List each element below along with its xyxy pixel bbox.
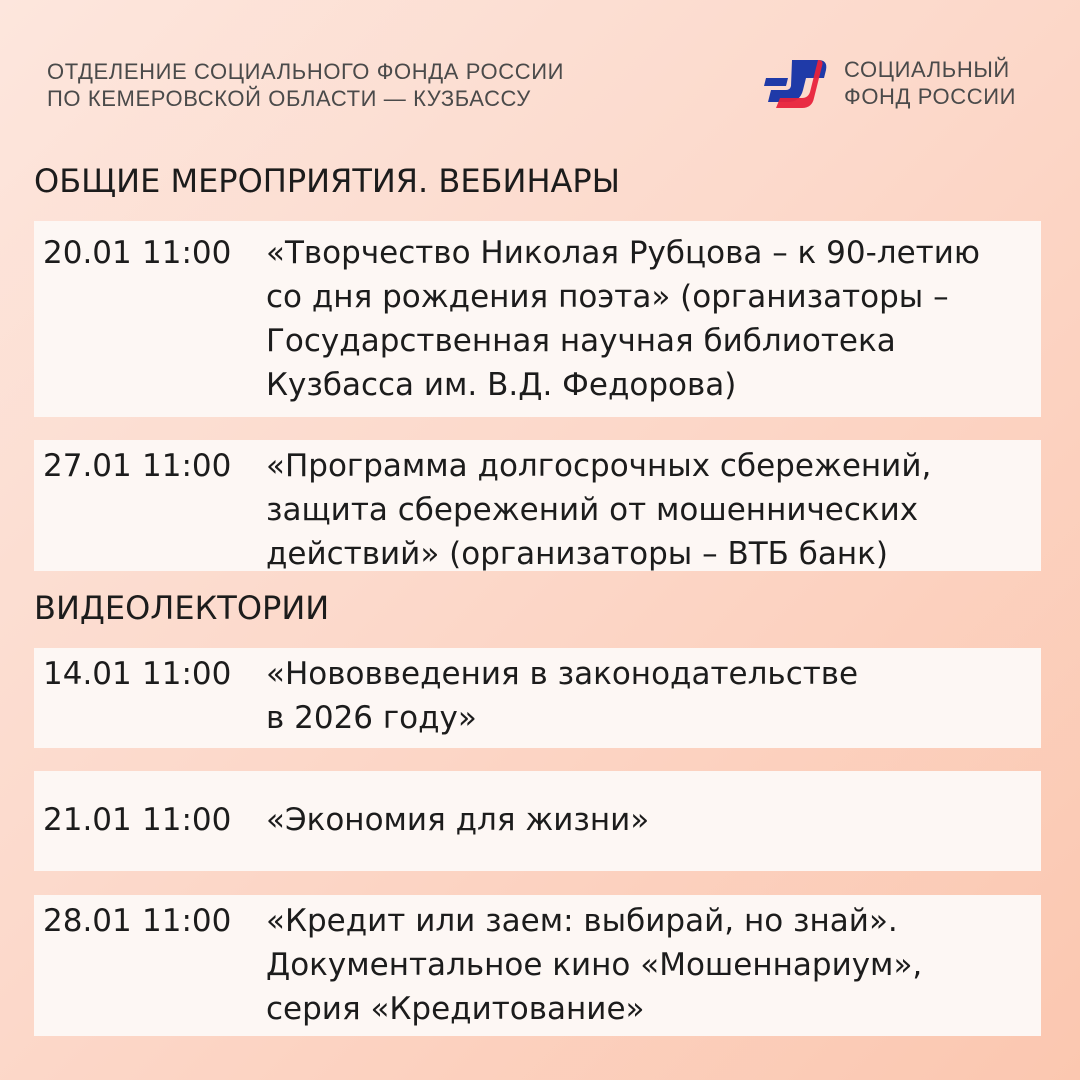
brand-name-line-2: ФОНД РОССИИ [844, 84, 1017, 109]
event-title [266, 652, 1036, 740]
brand-name [844, 56, 1016, 110]
event-title [266, 899, 1036, 1031]
event-card [34, 440, 1041, 571]
event-title-line: «Экономия для жизни» [266, 802, 650, 838]
organization-name [47, 58, 564, 112]
event-card [34, 771, 1041, 871]
event-time: 11:00 [142, 448, 232, 484]
event-title-line: в 2026 году» [266, 700, 477, 736]
event-title-line: Государственная научная библиотека [266, 323, 896, 359]
event-time: 11:00 [142, 903, 232, 939]
social-fund-logo-icon [762, 52, 832, 114]
event-title [266, 444, 1036, 576]
event-title-line: «Творчество Николая Рубцова – к 90-летию [266, 235, 980, 271]
event-time: 11:00 [142, 235, 232, 271]
event-title-line: Документальное кино «Мошеннариум», [266, 947, 923, 983]
brand [762, 52, 1016, 114]
event-title [266, 798, 1036, 842]
event-time: 11:00 [142, 802, 232, 838]
event-title-line: действий» (организаторы – ВТБ банк) [266, 536, 888, 572]
event-time: 11:00 [142, 656, 232, 692]
event-title [266, 231, 1036, 407]
event-title-line: Кузбасса им. В.Д. Федорова) [266, 367, 737, 403]
event-title-line: серия «Кредитование» [266, 991, 645, 1027]
event-date: 27.01 [43, 448, 132, 484]
section-title-webinars: ОБЩИЕ МЕРОПРИЯТИЯ. ВЕБИНАРЫ [34, 162, 620, 200]
organization-name-line-2: ПО КЕМЕРОВСКОЙ ОБЛАСТИ — КУЗБАССУ [47, 86, 531, 111]
event-date: 14.01 [43, 656, 132, 692]
event-card [34, 648, 1041, 748]
event-card [34, 221, 1041, 417]
organization-name-line-1: ОТДЕЛЕНИЕ СОЦИАЛЬНОГО ФОНДА РОССИИ [47, 59, 565, 84]
event-card [34, 895, 1041, 1036]
event-title-line: «Программа долгосрочных сбережений, [266, 448, 932, 484]
event-title-line: «Кредит или заем: выбирай, но знай». [266, 903, 898, 939]
event-date: 28.01 [43, 903, 132, 939]
brand-name-line-1: СОЦИАЛЬНЫЙ [844, 57, 1010, 82]
event-title-line: «Нововведения в законодательстве [266, 656, 859, 692]
section-title-video-lectures: ВИДЕОЛЕКТОРИИ [34, 589, 330, 627]
event-date: 21.01 [43, 802, 132, 838]
event-title-line: защита сбережений от мошеннических [266, 492, 919, 528]
event-date: 20.01 [43, 235, 132, 271]
event-title-line: со дня рождения поэта» (организаторы – [266, 279, 949, 315]
